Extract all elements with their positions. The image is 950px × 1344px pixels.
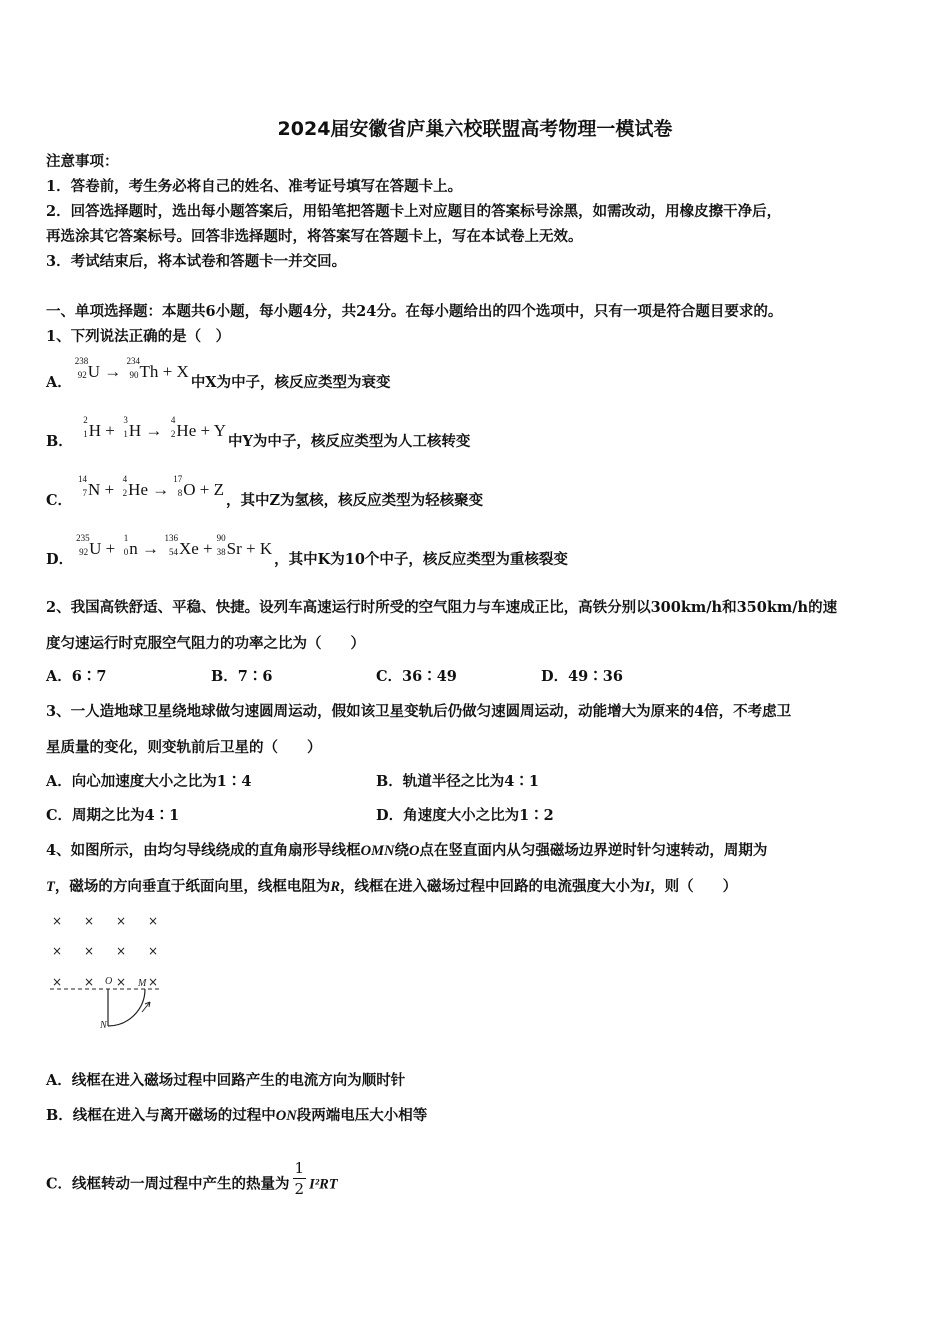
q4-option-c: C．线框转动一周过程中产生的热量为 $\frac{1}{2}$ I²RT <box>46 1159 338 1198</box>
q3-option-d: D．角速度大小之比为1∶2 <box>376 807 554 824</box>
field-cross-icon: × <box>52 944 63 958</box>
field-cross-icon: × <box>116 914 127 928</box>
q1-option-a <box>46 356 391 393</box>
option-text: 中Y为中子，核反应类型为人工核转变 <box>227 433 471 450</box>
q2-option-c: C．36∶49 <box>376 668 457 685</box>
field-cross-icon: × <box>148 975 159 989</box>
field-cross-icon: × <box>148 944 159 958</box>
option-label: A． <box>46 374 72 391</box>
field-cross-icon: × <box>84 914 95 928</box>
question-3-stem: 星质量的变化，则变轨前后卫星的（ ） <box>46 739 322 756</box>
field-cross-icon: × <box>148 914 159 928</box>
notes-heading: 注意事项： <box>46 153 119 170</box>
field-cross-icon: × <box>52 914 63 928</box>
option-text: 中X为中子，核反应类型为衰变 <box>190 374 391 391</box>
frame-arc <box>108 989 145 1026</box>
page-title: 2024届安徽省庐巢六校联盟高考物理一模试卷 <box>277 118 673 140</box>
q3-option-b: B．轨道半径之比为4∶1 <box>376 773 539 790</box>
q4-option-b: B．线框在进入与离开磁场的过程中ON段两端电压大小相等 <box>46 1107 428 1124</box>
q1-option-c <box>46 474 484 511</box>
field-cross-icon: × <box>52 975 63 989</box>
question-3-stem: 3、一人造地球卫星绕地球做匀速圆周运动，假如该卫星变轨后仍做匀速圆周运动，动能增大为原来的4倍，不考虑卫 <box>46 703 792 720</box>
q3-option-c: C．周期之比为4∶1 <box>46 807 180 824</box>
note-item: 再选涂其它答案标号。回答非选择题时，将答案写在答题卡上，写在本试卷上无效。 <box>46 228 583 245</box>
option-text: ，其中K为10个中子，核反应类型为重核裂变 <box>274 551 568 568</box>
question-2-stem: 度匀速运行时克服空气阻力的功率之比为（ ） <box>46 635 365 652</box>
field-cross-icon: × <box>116 975 127 989</box>
nuclear-equation-b: 2 1 H + 3 1 H → 4 2 He + Y <box>83 415 226 440</box>
nuclear-equation-d: 235 92 U + 1 0 n → 136 54 Xe + 90 38 Sr + K <box>76 533 273 558</box>
q2-option-a: A．6∶7 <box>46 668 107 685</box>
fraction: $\frac{1}{2}$ <box>294 1159 305 1198</box>
q2-option-b: B．7∶6 <box>211 668 273 685</box>
q1-option-d <box>46 533 568 570</box>
section-heading: 一、单项选择题：本题共6小题，每小题4分，共24分。在每小题给出的四个选项中，只有一项是符合题目要求的。 <box>46 303 783 320</box>
magnetic-field-figure <box>46 908 186 1033</box>
option-label: B． <box>46 433 73 450</box>
field-cross-icon: × <box>116 944 127 958</box>
label-m: M <box>138 978 147 989</box>
nuclear-equation-c: 14 7 N + 4 2 He → 17 8 O + Z <box>78 474 225 499</box>
q1-option-b <box>46 415 471 452</box>
question-4-stem: 4、如图所示，由均匀导线绕成的直角扇形导线框OMN绕O点在竖直面内从匀强磁场边界逆时针匀速转动，周期为 <box>46 842 768 859</box>
question-2-stem: 2、我国高铁舒适、平稳、快捷。设列车高速运行时所受的空气阻力与车速成正比，高铁分别以300km/h和350km/h的速 <box>46 599 838 616</box>
question-4-stem: T，磁场的方向垂直于纸面向里，线框电阻为R，线框在进入磁场过程中回路的电流强度大小为I，则（ ） <box>46 878 738 895</box>
field-cross-icon: × <box>84 975 95 989</box>
note-item: 1．答卷前，考生务必将自己的姓名、准考证号填写在答题卡上。 <box>46 178 463 195</box>
option-label: D． <box>46 551 74 568</box>
option-text: ，其中Z为氢核，核反应类型为轻核聚变 <box>226 492 484 509</box>
label-n: N <box>100 1020 107 1031</box>
option-label: C． <box>46 492 73 509</box>
note-item: 2．回答选择题时，选出每小题答案后，用铅笔把答题卡上对应题目的答案标号涂黑，如需改动，用橡皮擦干净后， <box>46 203 782 220</box>
question-1-stem: 1、下列说法正确的是（ ） <box>46 328 231 345</box>
q3-option-a: A．向心加速度大小之比为1∶4 <box>46 773 252 790</box>
q4-option-a: A．线框在进入磁场过程中回路产生的电流方向为顺时针 <box>46 1072 406 1089</box>
note-item: 3．考试结束后，将本试卷和答题卡一并交回。 <box>46 253 347 270</box>
nuclear-equation-a: 238 92 U → 234 90 Th + X <box>74 356 189 381</box>
field-cross-icon: × <box>84 944 95 958</box>
label-o: O <box>105 976 113 987</box>
q2-option-d: D．49∶36 <box>541 668 623 685</box>
